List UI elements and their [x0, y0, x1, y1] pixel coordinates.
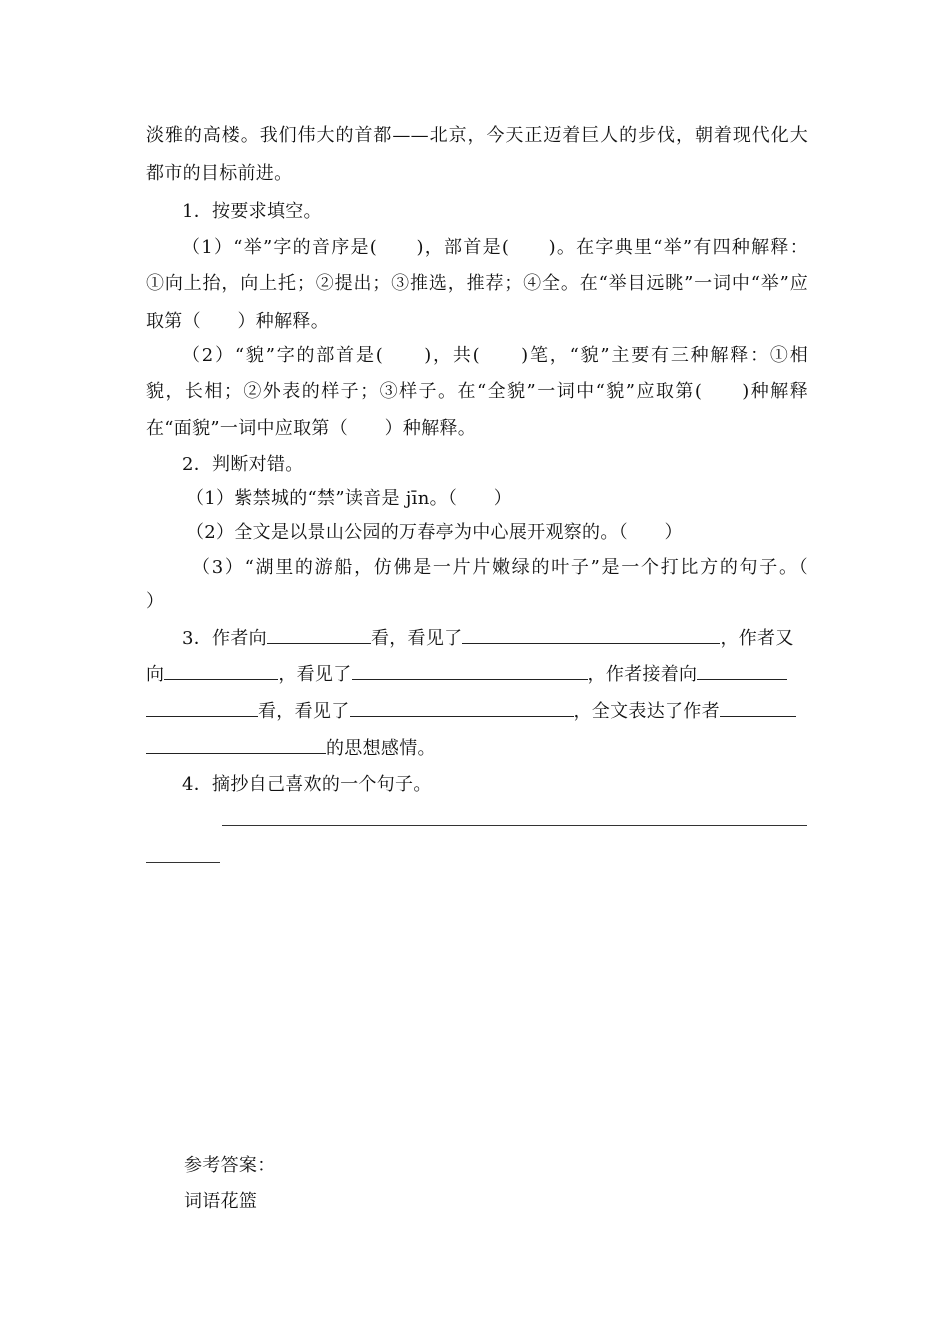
q3-text-4a: 的思想感情。 — [326, 738, 436, 759]
q3-line-2 — [146, 663, 808, 687]
q3-blank-7-cont[interactable] — [146, 752, 326, 754]
q4-answer-line-2[interactable] — [146, 862, 220, 863]
q2-item-2: （2）全文是以景山公园的万春亭为中心展开观察的。（ ） — [186, 522, 683, 543]
q3-blank-6[interactable] — [350, 715, 574, 717]
q3-blank-1[interactable] — [267, 642, 371, 644]
q2-heading: 2．判断对错。 — [182, 454, 304, 475]
passage-line-1: 淡雅的高楼。我们伟大的首都——北京，今天正迈着巨人的步伐，朝着现代化大 — [146, 125, 808, 146]
q2-item-3-line1: （3）“湖里的游船，仿佛是一片片嫩绿的叶子”是一个打比方的句子。（ — [192, 557, 808, 578]
answers-heading: 参考答案： — [184, 1155, 276, 1176]
q3-text-3a: 看，看见了 — [258, 701, 350, 722]
q1-heading: 1．按要求填空。 — [182, 201, 322, 222]
q1-part2-line3: 在“面貌”一词中应取第（ ）种解释。 — [146, 418, 477, 439]
q1-part1-line1: （1）“举”字的音序是( )，部首是( )。在字典里“举”有四种解释： — [182, 237, 808, 258]
answers-section-title: 词语花篮 — [184, 1191, 258, 1212]
q3-line-1 — [182, 627, 808, 651]
q3-blank-5[interactable] — [697, 678, 787, 680]
q3-line-4 — [146, 737, 808, 761]
q1-part1-line3: 取第（ ）种解释。 — [146, 311, 329, 332]
q2-item-1: （1）紫禁城的“禁”读音是 jīn。（ ） — [186, 488, 513, 509]
q3-text-2c: ，作者接着向 — [587, 664, 698, 685]
q3-line-3 — [146, 700, 808, 724]
q3-blank-4[interactable] — [352, 678, 588, 680]
q3-text-2a: 向 — [146, 664, 165, 685]
q3-text-3b: ，全文表达了作者 — [573, 701, 720, 722]
q3-blank-2[interactable] — [462, 642, 720, 644]
q3-text-1a: 3．作者向 — [182, 628, 267, 649]
q4-heading: 4．摘抄自己喜欢的一个句子。 — [182, 774, 432, 795]
q3-text-1b: 看，看见了 — [370, 628, 463, 649]
q3-blank-3[interactable] — [164, 678, 278, 680]
q1-part2-line1: （2）“貌”字的部首是( )，共( )笔，“貌”主要有三种解释：①相 — [182, 345, 808, 366]
q3-blank-7[interactable] — [720, 715, 796, 717]
q1-part2-line2: 貌，长相；②外表的样子；③样子。在“全貌”一词中“貌”应取第( )种解释 — [146, 381, 808, 402]
q4-answer-line-1[interactable] — [222, 825, 807, 826]
q3-text-1c: ，作者又 — [720, 628, 794, 649]
q2-item-3-line2: ） — [146, 591, 165, 612]
q3-text-2b: ，看见了 — [278, 664, 352, 685]
passage-line-2: 都市的目标前进。 — [146, 163, 293, 184]
q1-part1-line2: ①向上抬，向上托；②提出；③推选，推荐；④全。在“举目远眺”一词中“举”应 — [146, 273, 808, 294]
q3-blank-5-cont[interactable] — [146, 715, 258, 717]
